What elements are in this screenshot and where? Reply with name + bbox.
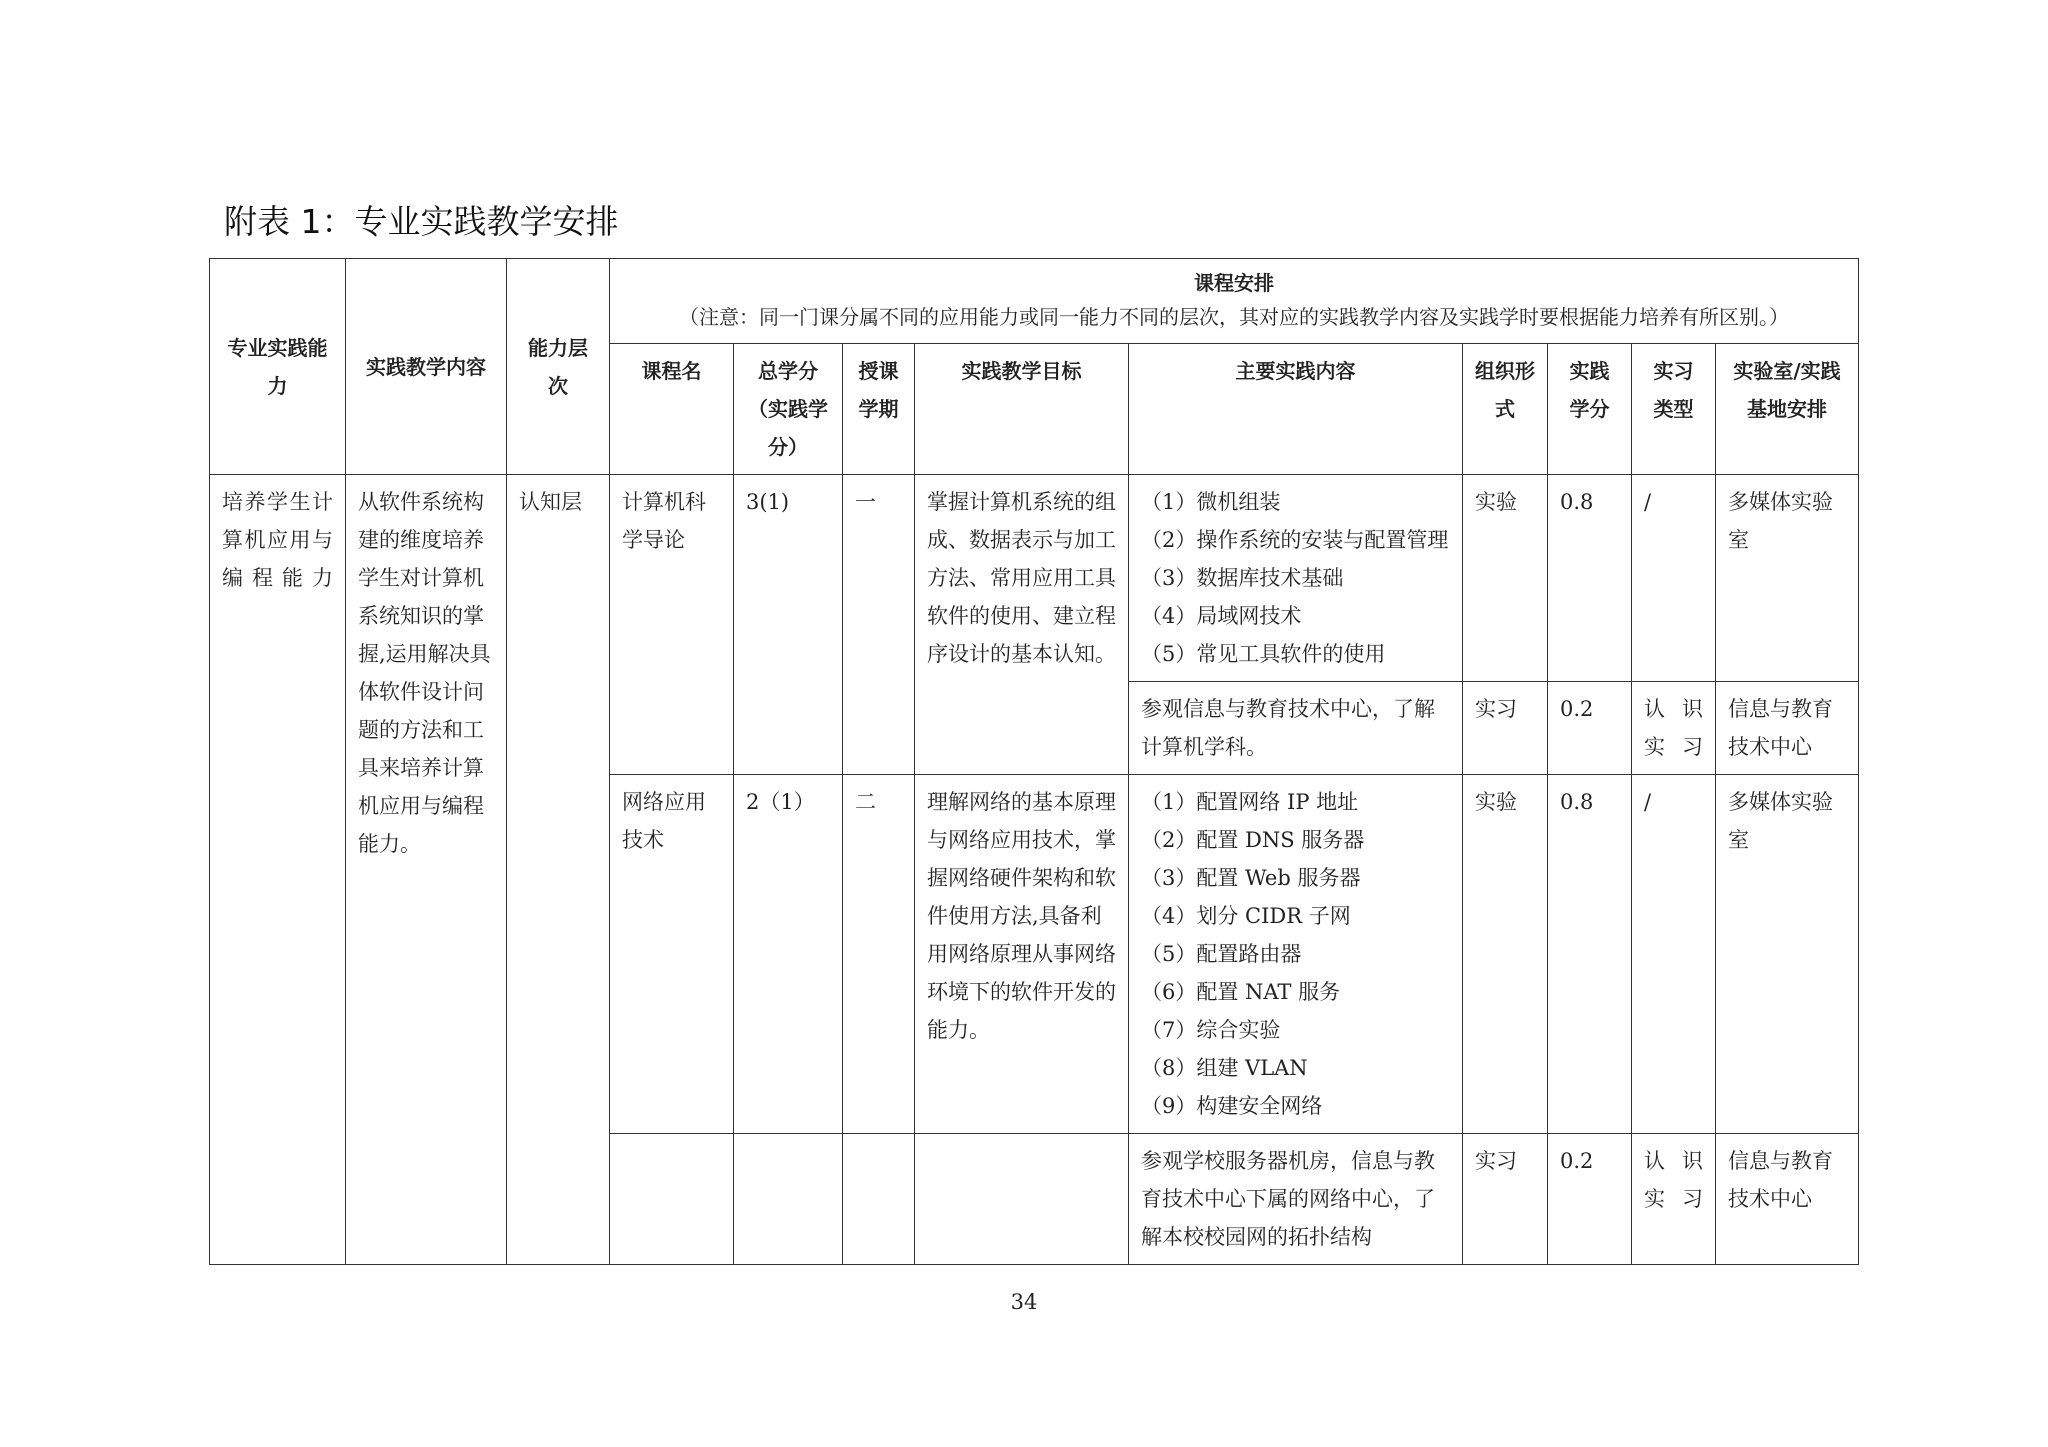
- document-title: 附表 1：专业实践教学安排: [224, 202, 619, 241]
- empty-cell: [610, 1134, 734, 1265]
- main-content-cell: [1129, 682, 1463, 775]
- org-form-cell: 实验: [1463, 475, 1548, 682]
- content-line: （5）常见工具软件的使用: [1141, 642, 1386, 666]
- header-practice-credits: 实践学分: [1548, 344, 1632, 475]
- content-line: （4）划分 CIDR 子网: [1141, 904, 1351, 928]
- page-number: 34: [1010, 1290, 1038, 1314]
- practice-credit-cell: 0.8: [1548, 475, 1632, 682]
- lab-cell: 信息与教育技术中心: [1716, 1134, 1859, 1265]
- org-form-cell: 实习: [1463, 682, 1548, 775]
- content-line: （1）配置网络 IP 地址: [1141, 790, 1359, 814]
- main-content-cell: [1129, 1134, 1463, 1265]
- practice-credit-cell: 0.2: [1548, 1134, 1632, 1265]
- lab-cell: 多媒体实验室: [1716, 475, 1859, 682]
- empty-cell: [915, 1134, 1129, 1265]
- course-credits-cell: 2（1）: [734, 775, 843, 1134]
- course-goal-cell: 理解网络的基本原理与网络应用技术，掌握网络硬件架构和软件使用方法,具备利用网络原理从事网络环境下的软件开发的能力。: [915, 775, 1129, 1134]
- content-line: （6）配置 NAT 服务: [1141, 980, 1341, 1004]
- content-line: （7）综合实验: [1141, 1018, 1281, 1042]
- content-line: （3）配置 Web 服务器: [1141, 866, 1361, 890]
- internship-type-cell: 认识实习: [1632, 682, 1716, 775]
- main-content-cell: [1129, 775, 1463, 1134]
- main-content-cell: [1129, 475, 1463, 682]
- course-credits-cell: 3(1): [734, 475, 843, 775]
- practice-credit-cell: 0.8: [1548, 775, 1632, 1134]
- lab-cell: 信息与教育技术中心: [1716, 682, 1859, 775]
- org-form-cell: 实验: [1463, 775, 1548, 1134]
- content-line: （1）微机组装: [1141, 490, 1281, 514]
- header-teaching-goal: 实践教学目标: [915, 344, 1129, 475]
- ability-cell: 培养学生计算机应用与编程能力: [210, 475, 346, 1265]
- header-internship-type: 实习类型: [1632, 344, 1716, 475]
- internship-type-cell: /: [1632, 775, 1716, 1134]
- content-line: 参观学校服务器机房，信息与教育技术中心下属的网络中心，了解本校校园网的拓扑结构: [1141, 1149, 1435, 1249]
- header-lab-arrangement: 实验室/实践基地安排: [1716, 344, 1859, 475]
- header-semester: 授课学期: [843, 344, 915, 475]
- content-line: （2）操作系统的安装与配置管理（3）数据库技术基础: [1141, 528, 1449, 590]
- course-name-cell: 计算机科学导论: [610, 475, 734, 775]
- header-teaching-content: 实践教学内容: [346, 259, 507, 475]
- header-course-arrangement: [610, 259, 1859, 344]
- content-line: （2）配置 DNS 服务器: [1141, 828, 1365, 852]
- header-course-name: 课程名: [610, 344, 734, 475]
- lab-cell: 多媒体实验室: [1716, 775, 1859, 1134]
- header-row-1: [210, 259, 1859, 344]
- content-line: 参观信息与教育技术中心，了解计算机学科。: [1141, 697, 1435, 759]
- content-line: （8）组建 VLAN: [1141, 1056, 1308, 1080]
- arrangement-note: （注意：同一门课分属不同的应用能力或同一能力不同的层次，其对应的实践教学内容及实践学时要根据能力培养有所区别。）: [679, 305, 1789, 329]
- header-org-form: 组织形式: [1463, 344, 1548, 475]
- header-total-credits: 总学分（实践学分）: [734, 344, 843, 475]
- level-cell: 认知层: [507, 475, 610, 1265]
- course-semester-cell: 二: [843, 775, 915, 1134]
- header-main-content: 主要实践内容: [1129, 344, 1463, 475]
- empty-cell: [843, 1134, 915, 1265]
- content-line: （5）配置路由器: [1141, 942, 1302, 966]
- internship-type-cell: 认识实习: [1632, 1134, 1716, 1265]
- header-professional-ability: 专业实践能力: [210, 259, 346, 475]
- course-goal-cell: 掌握计算机系统的组成、数据表示与加工方法、常用应用工具软件的使用、建立程序设计的基本认知。: [915, 475, 1129, 775]
- internship-type-cell: /: [1632, 475, 1716, 682]
- empty-cell: [734, 1134, 843, 1265]
- course-semester-cell: 一: [843, 475, 915, 775]
- content-line: （9）构建安全网络: [1141, 1094, 1323, 1118]
- practice-credit-cell: 0.2: [1548, 682, 1632, 775]
- org-form-cell: 实习: [1463, 1134, 1548, 1265]
- content-line: （4）局域网技术: [1141, 604, 1302, 628]
- practice-teaching-table: [209, 258, 1859, 1265]
- course-name-cell: 网络应用技术: [610, 775, 734, 1134]
- header-ability-level: 能力层次: [507, 259, 610, 475]
- course-arrangement-title: 课程安排: [1194, 271, 1274, 295]
- table-row: [210, 475, 1859, 682]
- content-cell: 从软件系统构建的维度培养学生对计算机系统知识的掌握,运用解决具体软件设计问题的方法和工具来培养计算机应用与编程能力。: [346, 475, 507, 1265]
